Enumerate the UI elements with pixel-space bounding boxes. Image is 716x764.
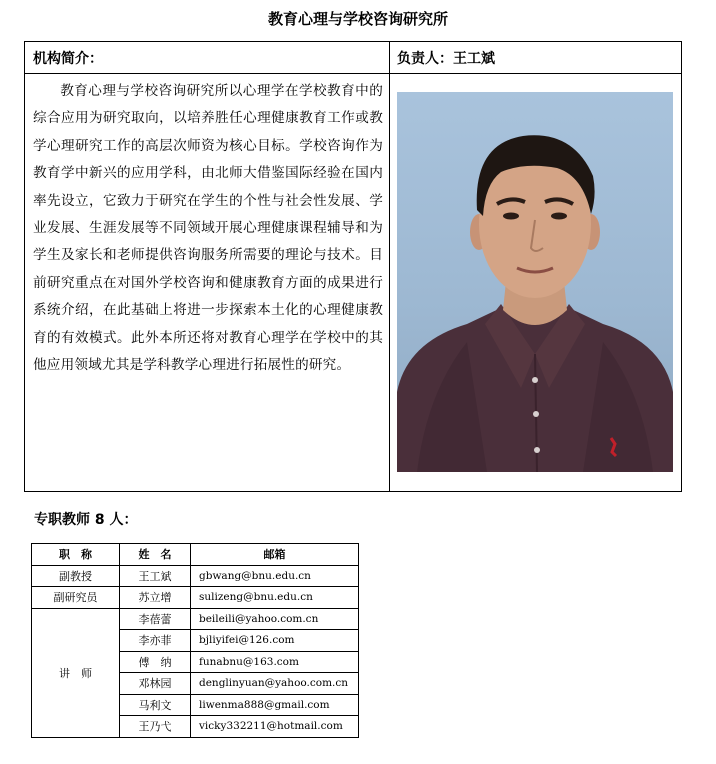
table-row — [32, 587, 359, 609]
column-header-title: 职 称 — [32, 544, 120, 566]
portrait-illustration — [397, 92, 673, 472]
column-header-name: 姓 名 — [120, 544, 191, 566]
name-cell: 李蓓蕾 — [120, 608, 191, 630]
title-cell: 副研究员 — [32, 587, 120, 609]
header-divider — [25, 73, 681, 74]
email-cell: gbwang@bnu.edu.cn — [191, 565, 359, 587]
table-row — [32, 608, 359, 630]
institute-info-table — [24, 41, 682, 492]
name-cell: 王工斌 — [120, 565, 191, 587]
name-cell: 苏立增 — [120, 587, 191, 609]
teachers-table — [31, 543, 359, 738]
name-cell: 马利文 — [120, 694, 191, 716]
email-cell: sulizeng@bnu.edu.cn — [191, 587, 359, 609]
name-cell: 王乃弋 — [120, 716, 191, 738]
email-cell: denglinyuan@yahoo.com.cn — [191, 673, 359, 695]
email-cell: liwenma888@gmail.com — [191, 694, 359, 716]
leader-header: 负责人：王工斌 — [397, 51, 495, 67]
page-title: 教育心理与学校咨询研究所 — [267, 10, 448, 28]
email-cell: vicky332211@hotmail.com — [191, 716, 359, 738]
name-cell: 李亦菲 — [120, 630, 191, 652]
column-divider — [389, 42, 390, 491]
email-cell: funabnu@163.com — [191, 651, 359, 673]
leader-portrait-photo — [397, 92, 673, 472]
table-header-row — [32, 544, 359, 566]
teachers-heading: 专职教师 8 人： — [34, 512, 138, 528]
table-row — [32, 565, 359, 587]
title-cell: 讲 师 — [32, 608, 120, 737]
column-header-email: 邮箱 — [191, 544, 359, 566]
title-cell: 副教授 — [32, 565, 120, 587]
name-cell: 邓林园 — [120, 673, 191, 695]
intro-paragraph: 教育心理与学校咨询研究所以心理学在学校教育中的综合应用为研究取向，以培养胜任心理健康教育工作或教学心理研究工作的高层次师资为核心目标。学校咨询作为教育学中新兴的应用学科，由北师大借鉴国际经验在国内率先设立，它致力于研究在学生的个性与社会性发展、学业发展、生涯发展等不同领域开展心理健康课程辅导和为学生及家长和老师提供咨询服务所需要的理论与技术。目前研究重点在对国外学校咨询和健康教育方面的成果进行系统介绍，在此基础上将进一步探索本土化的心理健康教育的有效模式。此外本所还将对教育心理学在学校中的其他应用领域尤其是学科教学心理进行拓展性的研究。 — [33, 83, 383, 374]
email-cell: beileili@yahoo.com.cn — [191, 608, 359, 630]
name-cell: 傅 纳 — [120, 651, 191, 673]
intro-header: 机构简介： — [33, 51, 103, 67]
email-cell: bjliyifei@126.com — [191, 630, 359, 652]
